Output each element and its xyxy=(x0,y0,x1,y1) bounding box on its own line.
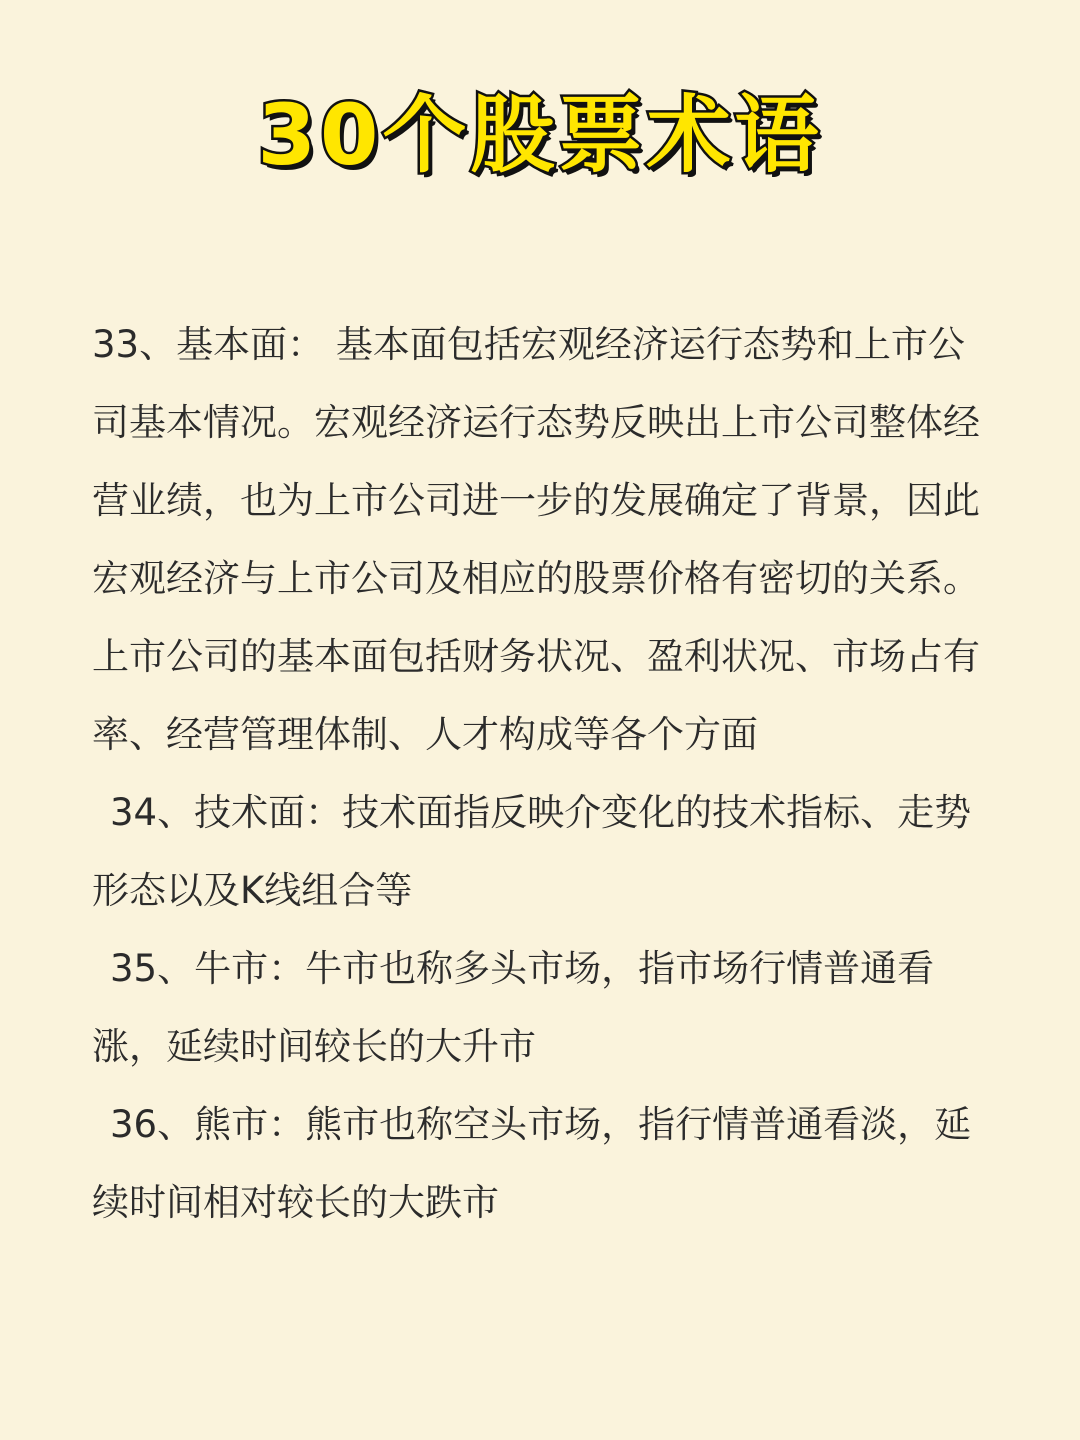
page-title: 30个股票术语 xyxy=(257,86,823,184)
terms-list xyxy=(92,306,992,1242)
term-35-paragraph: 35、牛市：牛市也称多头市场，指市场行情普通看涨，延续时间较长的大升市 xyxy=(92,947,935,1068)
term-33-paragraph: 33、基本面： 基本面包括宏观经济运行态势和上市公司基本情况。宏观经济运行态势反映出上市公司整体经营业绩，也为上市公司进一步的发展确定了背景，因此宏观经济与上市公司及相应的股票价格有密切的关系。上市公司的基本面包括财务状况、盈利状况、市场占有率、经营管理体制、人才构成等各个方面 xyxy=(92,323,980,756)
term-36-paragraph: 36、熊市：熊市也称空头市场，指行情普通看淡，延续时间相对较长的大跌市 xyxy=(92,1103,972,1224)
term-34-paragraph: 34、技术面：技术面指反映介变化的技术指标、走势形态以及K线组合等 xyxy=(92,791,972,912)
